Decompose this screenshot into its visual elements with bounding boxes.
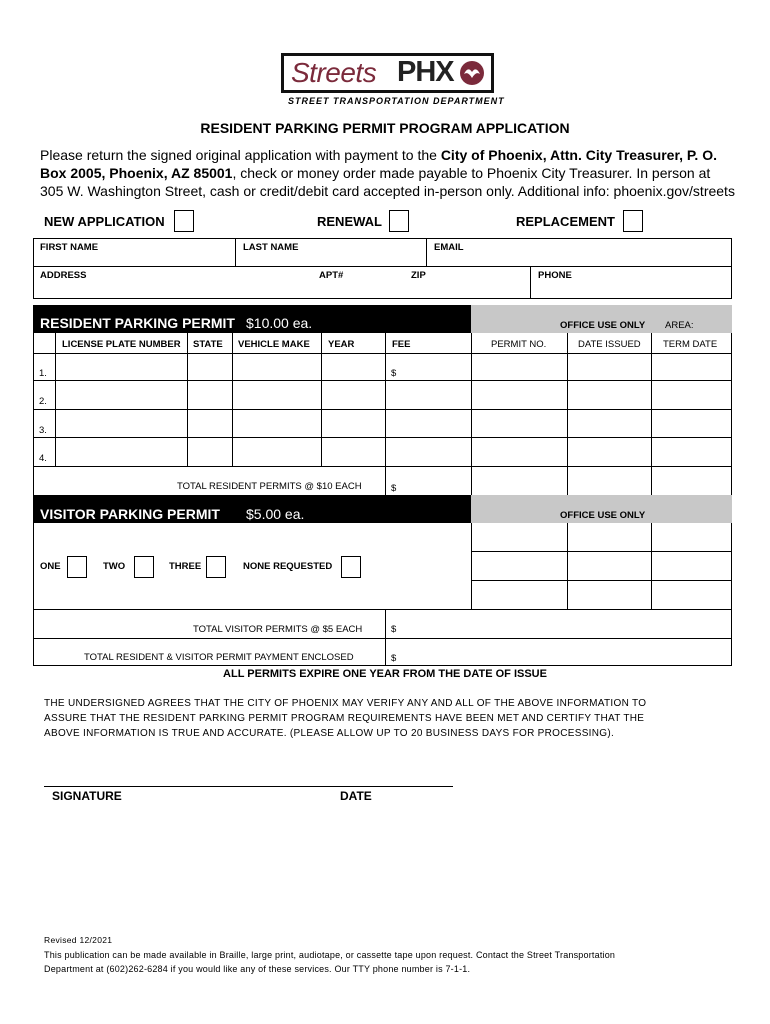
page-title: RESIDENT PARKING PERMIT PROGRAM APPLICATION — [200, 120, 570, 136]
resident-total-dollar: $ — [391, 483, 397, 494]
footer-text — [44, 948, 615, 976]
footer-line2: Department at (602)262-6284 if you would like any of these services. Our TTY phone number is 7-1-1. — [44, 964, 471, 974]
last-name-field[interactable]: LAST NAME — [243, 242, 299, 253]
col-permit-no: PERMIT NO. — [491, 339, 547, 350]
visitor-none-checkbox[interactable] — [341, 556, 361, 578]
signature-label: SIGNATURE — [52, 789, 122, 803]
visitor-two-label: TWO — [103, 561, 126, 572]
contact-fields-box — [33, 238, 732, 299]
agreement-line3: ABOVE INFORMATION IS TRUE AND ACCURATE. (PLEASE ALLOW UP TO 20 BUSINESS DAYS FOR PROCESSING). — [44, 728, 615, 739]
date-label: DATE — [340, 789, 372, 803]
signature-line[interactable] — [44, 786, 453, 787]
new-application-label: NEW APPLICATION — [44, 214, 165, 229]
col-year: YEAR — [328, 339, 355, 350]
expiry-notice: ALL PERMITS EXPIRE ONE YEAR FROM THE DATE OF ISSUE — [223, 668, 547, 680]
visitor-total-label: TOTAL VISITOR PERMITS @ $5 EACH — [193, 624, 363, 635]
visitor-permit-title: VISITOR PARKING PERMIT — [40, 506, 220, 522]
col-date-issued: DATE ISSUED — [578, 339, 641, 350]
visitor-permit-price: $5.00 ea. — [246, 506, 305, 522]
col-fee: FEE — [392, 339, 411, 350]
row-number: 4. — [39, 453, 47, 464]
visitor-one-checkbox[interactable] — [67, 556, 87, 578]
phone-field[interactable]: PHONE — [538, 270, 572, 281]
row-number: 3. — [39, 425, 47, 436]
zip-field[interactable]: ZIP — [411, 270, 426, 281]
visitor-three-checkbox[interactable] — [206, 556, 226, 578]
email-field[interactable]: EMAIL — [434, 242, 464, 253]
visitor-none-label: NONE REQUESTED — [243, 561, 333, 572]
resident-total-label: TOTAL RESIDENT PERMITS @ $10 EACH — [177, 481, 362, 492]
grand-total-dollar: $ — [391, 653, 397, 664]
intro-line3: 305 W. Washington Street, cash or credit/debit card accepted in-person only. Additional info: phoenix.gov/streets — [40, 183, 735, 199]
apt-field[interactable]: APT# — [319, 270, 344, 281]
intro-line2a: Box 2005, Phoenix, AZ 85001 — [40, 165, 233, 181]
footer-line1: This publication can be made available in Braille, large print, audiotape, or cassette tape upon request. Contact the Street Transportation — [44, 950, 616, 960]
visitor-three-label: THREE — [169, 561, 202, 572]
col-state: STATE — [193, 339, 223, 350]
address-field[interactable]: ADDRESS — [40, 270, 87, 281]
resident-permit-title: RESIDENT PARKING PERMIT — [40, 315, 235, 331]
col-term-date: TERM DATE — [663, 339, 718, 350]
streets-phx-logo — [281, 53, 494, 93]
intro-line2b: , check or money order made payable to Phoenix City Treasurer. In person at — [232, 165, 711, 181]
phoenix-bird-icon — [459, 60, 485, 86]
intro-text — [40, 146, 740, 200]
logo-streets-text: Streets — [291, 57, 377, 88]
agreement-text — [44, 696, 646, 741]
renewal-checkbox[interactable] — [389, 210, 409, 232]
agreement-line2: ASSURE THAT THE RESIDENT PARKING PERMIT PROGRAM REQUIREMENTS HAVE BEEN MET AND CERTIFY THAT THE — [44, 713, 645, 724]
row-number: 2. — [39, 396, 47, 407]
grand-total-label: TOTAL RESIDENT & VISITOR PERMIT PAYMENT ENCLOSED — [84, 652, 354, 663]
visitor-total-dollar: $ — [391, 624, 397, 635]
area-label: AREA: — [665, 320, 694, 331]
visitor-office-use-label: OFFICE USE ONLY — [560, 510, 646, 521]
logo-phx-text: PHX — [397, 56, 454, 88]
visitor-two-checkbox[interactable] — [134, 556, 154, 578]
fee-dollar: $ — [391, 368, 397, 379]
visitor-one-label: ONE — [40, 561, 61, 572]
department-name: STREET TRANSPORTATION DEPARTMENT — [288, 96, 505, 106]
agreement-line1: THE UNDERSIGNED AGREES THAT THE CITY OF PHOENIX MAY VERIFY ANY AND ALL OF THE ABOVE INFORMATION TO — [44, 698, 647, 709]
resident-permit-price: $10.00 ea. — [246, 315, 313, 331]
replacement-checkbox[interactable] — [623, 210, 643, 232]
new-application-checkbox[interactable] — [174, 210, 194, 232]
row-number: 1. — [39, 368, 47, 379]
first-name-field[interactable]: FIRST NAME — [40, 242, 99, 253]
intro-line1b: City of Phoenix, Attn. City Treasurer, P. O. — [440, 147, 717, 163]
intro-line1a: Please return the signed original application with payment to the — [40, 147, 441, 163]
replacement-label: REPLACEMENT — [516, 214, 615, 229]
col-license-plate: LICENSE PLATE NUMBER — [62, 339, 181, 350]
office-use-label: OFFICE USE ONLY — [560, 320, 646, 331]
revised-date: Revised 12/2021 — [44, 935, 113, 945]
col-vehicle-make: VEHICLE MAKE — [238, 339, 310, 350]
renewal-label: RENEWAL — [317, 214, 382, 229]
